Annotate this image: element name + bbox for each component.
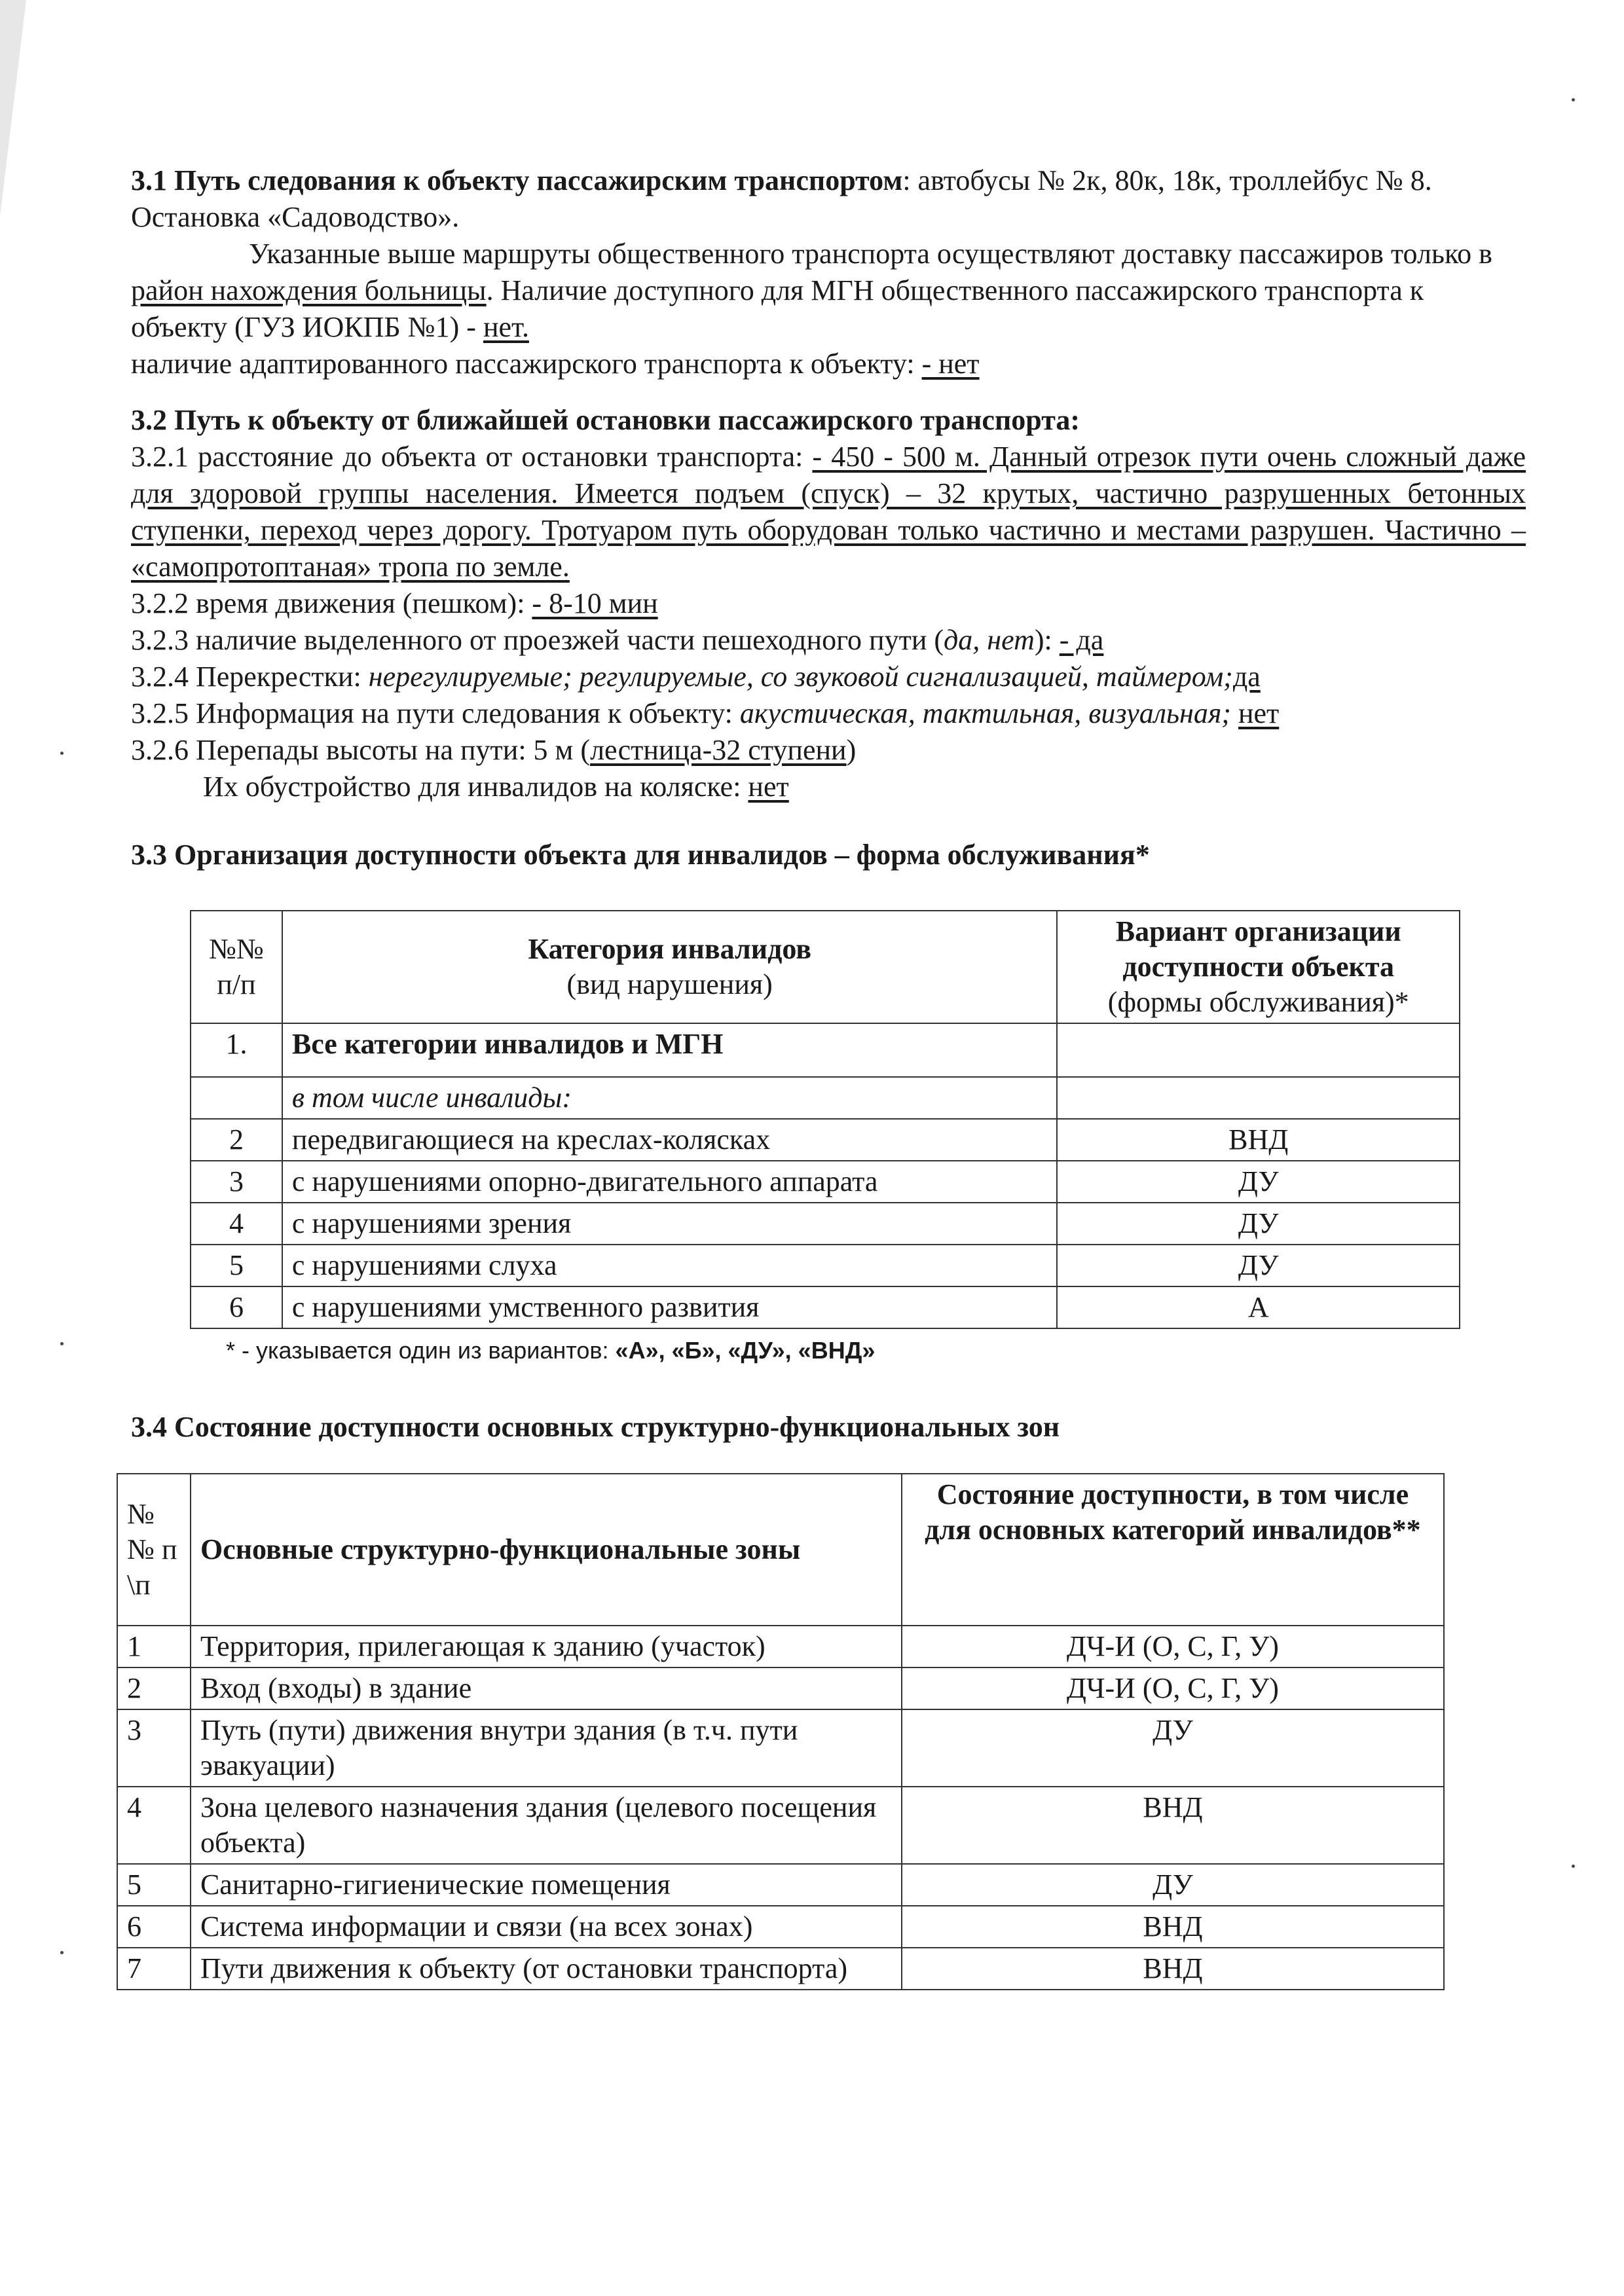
cell-value: ВНД	[902, 1948, 1444, 1990]
italic-text: акустическая, тактильная, визуальная;	[739, 697, 1231, 729]
text: . Наличие доступного для МГН общественного пассажирского транспорта к объекту (ГУЗ ИОКПБ №1) -	[131, 274, 1424, 343]
table-row	[191, 1023, 1460, 1077]
text: 3.2.6 Перепады высоты на пути: 5 м (	[131, 734, 591, 766]
underlined-text: нет	[1238, 697, 1280, 729]
cell-value: А	[1057, 1286, 1460, 1328]
cell-value: ВНД	[902, 1906, 1444, 1948]
text: Указанные выше маршруты общественного транспорта осуществляют доставку пассажиров только в	[249, 238, 1492, 270]
cell-value: ДУ	[1057, 1203, 1460, 1245]
text: 3.2.5 Информация на пути следования к объекту:	[131, 697, 740, 729]
cell-value: ВНД	[1057, 1119, 1460, 1161]
table-row	[191, 1286, 1460, 1328]
cell-num	[191, 1077, 282, 1119]
scan-speck	[1572, 1865, 1575, 1868]
italic-text: да, нет	[944, 624, 1035, 656]
cell-num: 4	[191, 1203, 282, 1245]
underlined-text: да	[1232, 661, 1261, 693]
header-cell	[282, 911, 1058, 1023]
section-3-3-heading: 3.3 Организация доступности объекта для инвалидов – форма обслуживания*	[131, 839, 1150, 871]
header-subtext: (формы обслуживания)*	[1107, 986, 1409, 1018]
table-row	[191, 1161, 1460, 1203]
table-row	[191, 1245, 1460, 1286]
table-row	[117, 1864, 1444, 1906]
cell-num: 7	[117, 1948, 191, 1990]
cell-zone: Путь (пути) движения внутри здания (в т.ч. пути эвакуации)	[191, 1709, 902, 1787]
text: 3.2.3 наличие выделенного от проезжей части пешеходного пути (	[131, 624, 944, 656]
cell-value: ДУ	[902, 1709, 1444, 1787]
text: ):	[1034, 624, 1060, 656]
table-header-row	[191, 911, 1460, 1023]
scan-speck	[60, 1951, 64, 1954]
cell-num: 1.	[191, 1023, 282, 1077]
text: наличие адаптированного пассажирского транспорта к объекту:	[131, 348, 922, 380]
scan-speck	[60, 1342, 64, 1345]
cell-num: 6	[117, 1906, 191, 1948]
underlined-text: - да	[1059, 624, 1104, 656]
section-3-2-6	[131, 732, 1526, 769]
italic-text: нерегулируемые; регулируемые, со звуковой сигнализацией, таймером;	[368, 661, 1233, 693]
section-3-1-adapted-transport	[131, 346, 1526, 382]
text: 3.2.1 расстояние до объекта от остановки транспорта:	[131, 441, 813, 473]
underlined-text: нет.	[483, 311, 529, 343]
scan-speck	[1572, 98, 1575, 101]
header-text: Категория инвалидов	[528, 933, 811, 965]
header-text: Вариант организации доступности объекта	[1115, 915, 1401, 983]
section-3-2-1	[131, 439, 1526, 585]
section-3-1	[131, 162, 1526, 236]
table-row	[191, 1203, 1460, 1245]
cell-category: с нарушениями умственного развития	[282, 1286, 1058, 1328]
section-3-2-4	[131, 659, 1526, 695]
table-row	[191, 1077, 1460, 1119]
cell-value: ДУ	[1057, 1245, 1460, 1286]
cell-num: 3	[117, 1709, 191, 1787]
cell-num: 5	[191, 1245, 282, 1286]
section-3-1-heading: 3.1 Путь следования к объекту пассажирским транспортом	[131, 164, 903, 196]
underlined-text: район нахождения больницы	[131, 274, 487, 306]
section-3-2-5	[131, 695, 1526, 732]
cell-value: ВНД	[902, 1787, 1444, 1864]
cell-num: 5	[117, 1864, 191, 1906]
cell-value: ДЧ-И (О, С, Г, У)	[902, 1626, 1444, 1667]
cell-category: Все категории инвалидов и МГН	[282, 1023, 1058, 1077]
text: 3.2.2 время движения (пешком):	[131, 587, 532, 619]
table-row	[117, 1709, 1444, 1787]
cell-category: в том числе инвалиды:	[282, 1077, 1058, 1119]
section-3-2-3	[131, 622, 1526, 659]
text: )	[846, 734, 857, 766]
section-3-4-heading: 3.4 Состояние доступности основных структурно-функциональных зон	[131, 1411, 1060, 1443]
cell-category: с нарушениями опорно-двигательного аппарата	[282, 1161, 1058, 1203]
service-form-table	[190, 910, 1460, 1329]
underlined-text: лестница-32 ступени	[590, 734, 847, 766]
table-header-row	[117, 1474, 1444, 1626]
section-3-2-2	[131, 585, 1526, 622]
header-subtext: (вид нарушения)	[566, 968, 773, 1000]
footnote	[226, 1336, 1526, 1366]
underlined-text: - 450 - 500 м. Данный отрезок пути очень сложный даже для здоровой группы населения. Имеется подъем (спуск) – 32 крутых, частично разрушенных бетонных ступенки, переход через дорогу. Тротуаром путь оборудован только частично и местами разрушен. Частично – «самопротоптаная» тропа по земле.	[131, 441, 1526, 583]
cell-num: 3	[191, 1161, 282, 1203]
cell-category: передвигающиеся на креслах-колясках	[282, 1119, 1058, 1161]
cell-num: 2	[191, 1119, 282, 1161]
bold-text: «А», «Б», «ДУ», «ВНД»	[615, 1337, 876, 1364]
cell-value: ДУ	[1057, 1161, 1460, 1203]
cell-zone: Зона целевого назначения здания (целевого посещения объекта)	[191, 1787, 902, 1864]
cell-category: с нарушениями слуха	[282, 1245, 1058, 1286]
cell-zone: Санитарно-гигиенические помещения	[191, 1864, 902, 1906]
header-cell: №№ п/п	[191, 911, 282, 1023]
header-cell: № № п \п	[117, 1474, 191, 1626]
cell-num: 1	[117, 1626, 191, 1667]
cell-zone: Система информации и связи (на всех зонах)	[191, 1906, 902, 1948]
section-3-2-6-wheelchair	[131, 769, 1526, 805]
cell-value	[1057, 1077, 1460, 1119]
section-3-1-paragraph	[131, 236, 1526, 346]
cell-value	[1057, 1023, 1460, 1077]
text: * - указывается один из вариантов:	[226, 1337, 616, 1364]
cell-value: ДУ	[902, 1864, 1444, 1906]
header-cell: Основные структурно-функциональные зоны	[191, 1474, 902, 1626]
table-row	[117, 1948, 1444, 1990]
document-body	[127, 162, 1526, 1990]
cell-num: 4	[117, 1787, 191, 1864]
header-cell: Состояние доступности, в том числе для основных категорий инвалидов**	[902, 1474, 1444, 1626]
text: 3.2.4 Перекрестки:	[131, 661, 369, 693]
section-3-1-heading-rest: : автобусы № 2к, 80к, 18к, троллейбус № 8. Остановка «Садоводство».	[131, 164, 1432, 233]
cell-num: 2	[117, 1667, 191, 1709]
cell-zone: Территория, прилегающая к зданию (участок)	[191, 1626, 902, 1667]
header-cell	[1057, 911, 1460, 1023]
underlined-text: нет	[748, 771, 789, 803]
cell-zone: Пути движения к объекту (от остановки транспорта)	[191, 1948, 902, 1990]
underlined-text: - нет	[921, 348, 980, 380]
cell-value: ДЧ-И (О, С, Г, У)	[902, 1667, 1444, 1709]
table-body	[117, 1626, 1444, 1990]
table-row	[117, 1787, 1444, 1864]
zones-table	[117, 1473, 1445, 1990]
cell-category: с нарушениями зрения	[282, 1203, 1058, 1245]
table-body	[191, 1119, 1460, 1328]
scan-speck	[60, 752, 64, 755]
underlined-text: - 8-10 мин	[532, 587, 658, 619]
section-3-2-heading: 3.2 Путь к объекту от ближайшей остановки пассажирского транспорта:	[131, 404, 1080, 436]
text: Их обустройство для инвалидов на коляске:	[203, 771, 748, 803]
table-row	[117, 1626, 1444, 1667]
table-row	[117, 1667, 1444, 1709]
table-row	[191, 1119, 1460, 1161]
cell-num: 6	[191, 1286, 282, 1328]
cell-zone: Вход (входы) в здание	[191, 1667, 902, 1709]
table-row	[117, 1906, 1444, 1948]
page-corner-shadow	[0, 0, 26, 216]
